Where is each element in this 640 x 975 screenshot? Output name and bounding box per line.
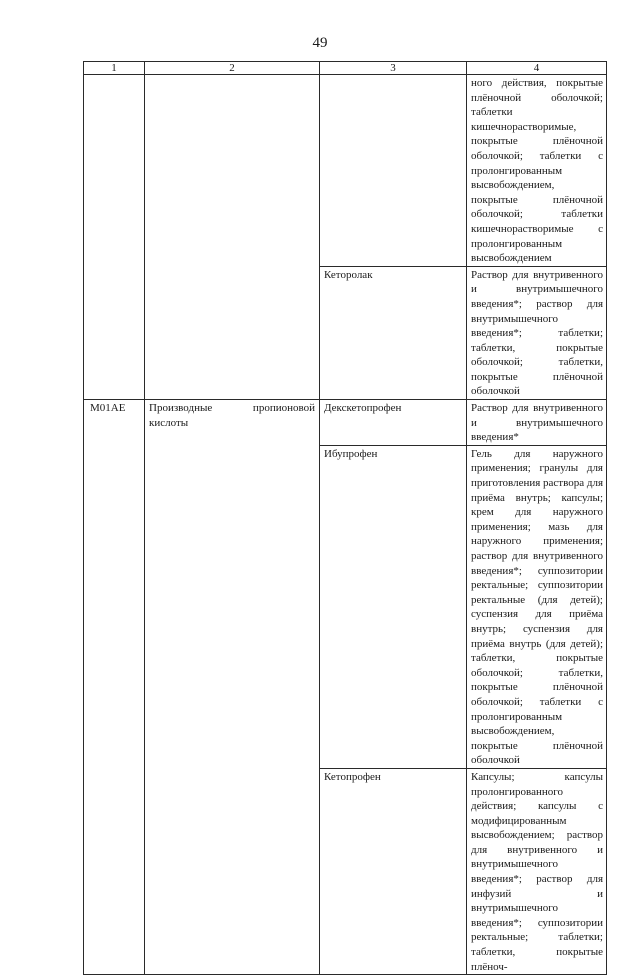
- drug-name-cell: Декскетопрофен: [320, 400, 467, 446]
- pharm-group-cell: [145, 75, 320, 400]
- column-header-2: 2: [145, 62, 320, 75]
- column-header-3: 3: [320, 62, 467, 75]
- dosage-forms-cell: Гель для наружного применения; гранулы для приготовления раствора для приёма внутрь; капсулы; крем для наружного применения; мазь для наружного применения; раствор для внутривенного введения*; суппозитории ректальные; суппозитории ректальные (для детей); суспензия для приёма внутрь; суспензия для приёма внутрь (для детей); таблетки, покрытые оболочкой; таблетки, покрытые плёночной оболочкой; таблетки с пролонгированным высвобождением, покрытые плёночной оболочкой: [467, 445, 607, 768]
- pharm-group-text: Производные пропионовой кислоты: [149, 402, 315, 429]
- pharm-group-cell: [145, 400, 320, 975]
- dosage-forms-cell: Раствор для внутривенного и внутримышечного введения*: [467, 400, 607, 446]
- atc-code-cell: [84, 75, 145, 400]
- dosage-forms-cell: Раствор для внутривенного и внутримышечного введения*; раствор для внутримышечного введения*; таблетки; таблетки, покрытые оболочкой; таблетки, покрытые плёночной оболочкой: [467, 266, 607, 399]
- atc-code-cell: M01AE: [84, 400, 145, 975]
- drug-table: [83, 61, 607, 975]
- drug-name-cell: Кеторолак: [320, 266, 467, 399]
- table-row: [84, 75, 607, 267]
- drug-name-cell: Кетопрофен: [320, 768, 467, 974]
- drug-name-cell: [320, 75, 467, 267]
- column-header-1: 1: [84, 62, 145, 75]
- page-number: 49: [312, 35, 328, 51]
- table-header-row: [84, 62, 607, 75]
- column-header-4: 4: [467, 62, 607, 75]
- drug-name-cell: Ибупрофен: [320, 445, 467, 768]
- table-row: [84, 400, 607, 446]
- dosage-forms-cell: Капсулы; капсулы пролонгированного действия; капсулы с модифицированным высвобождением; раствор для внутривенного и внутримышечного введения*; раствор для инфузий и внутримышечного введения*; суппозитории ректальные; таблетки; таблетки, покрытые плёноч-: [467, 768, 607, 974]
- dosage-forms-cell: ного действия, покрытые плёночной оболочкой; таблетки кишечнорастворимые, покрытые плёночной оболочкой; таблетки с пролонгированным высвобождением, покрытые плёночной оболочкой; таблетки кишечнорастворимые с пролонгированным высвобождением: [467, 75, 607, 267]
